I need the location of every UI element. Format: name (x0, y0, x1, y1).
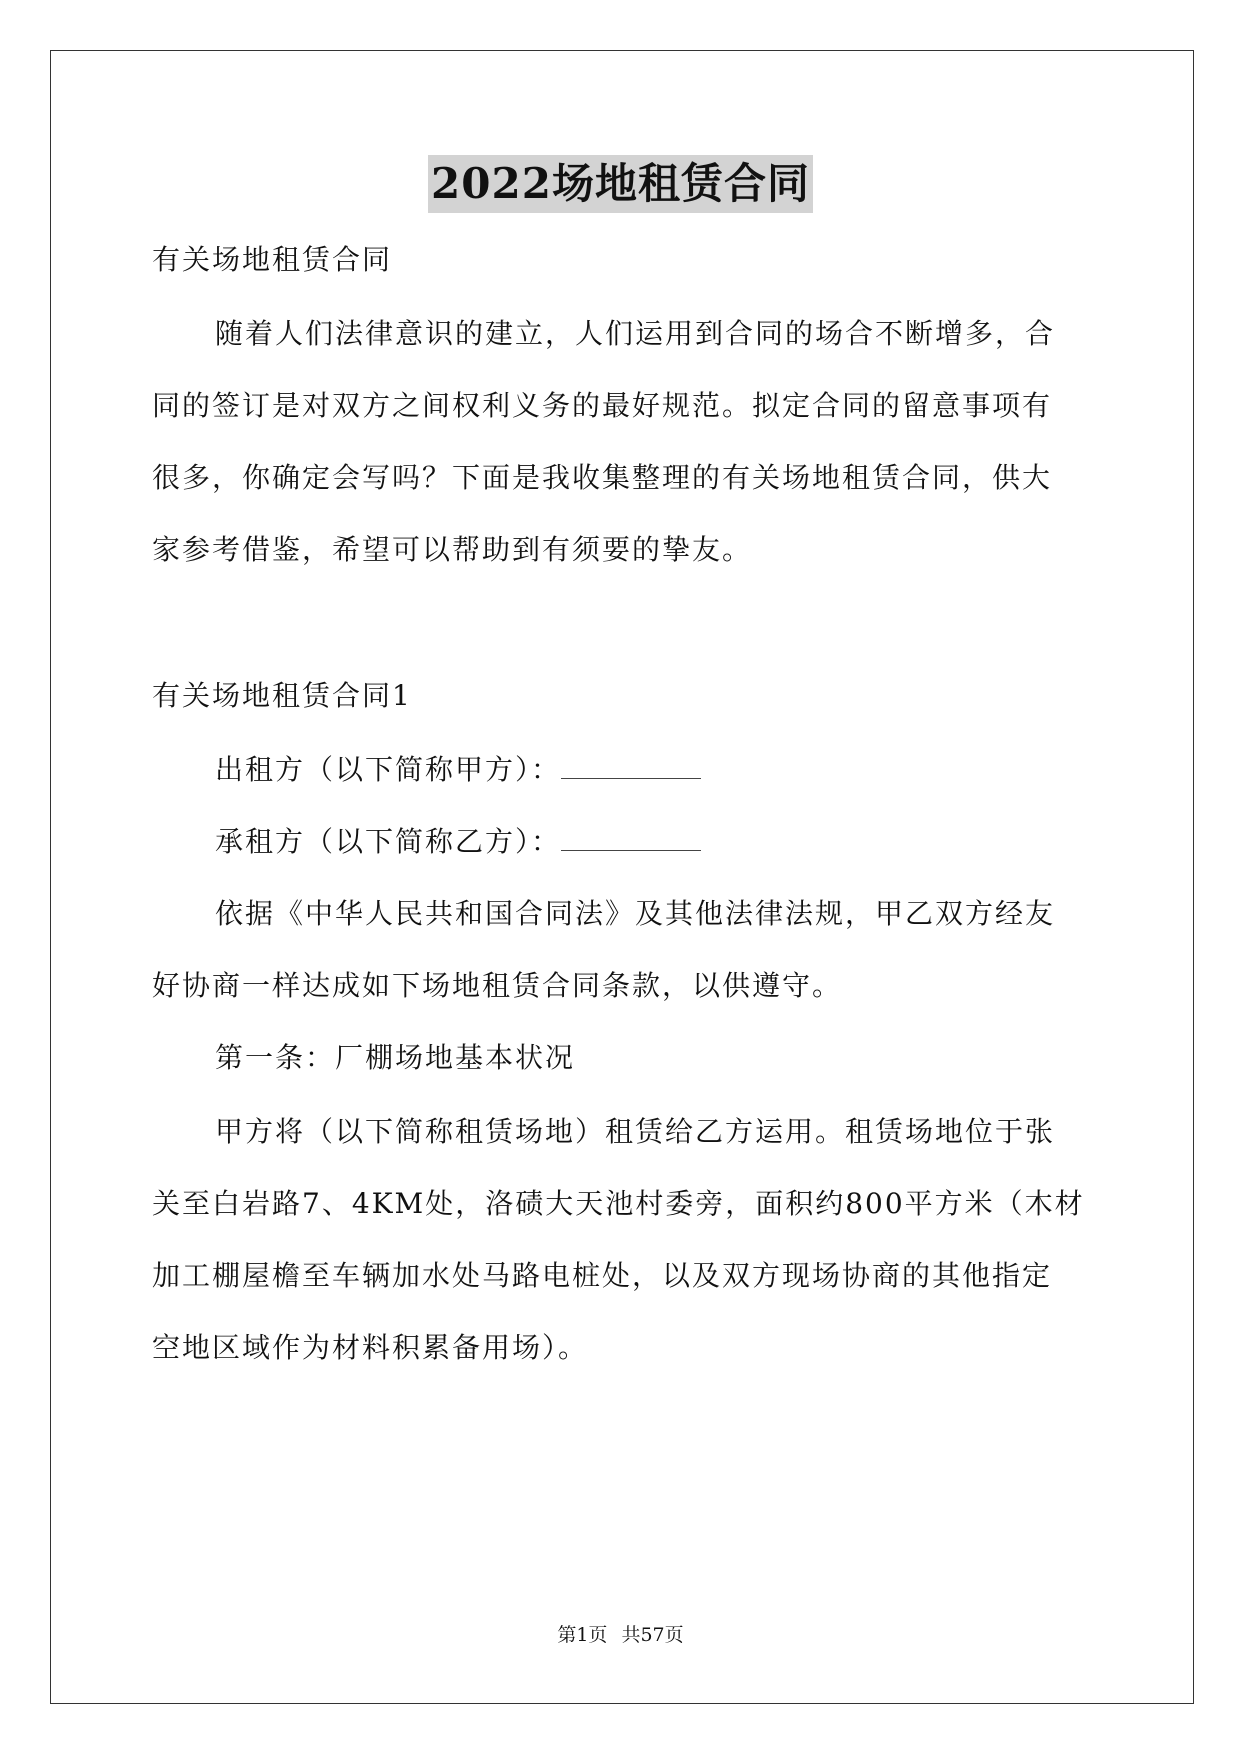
paragraph-line: 依据《中华人民共和国合同法》及其他法律法规，甲乙双方经友 (215, 897, 1056, 930)
paragraph-line: 甲方将（以下简称租赁场地）租赁给乙方运用。租赁场地位于张 (215, 1115, 1056, 1148)
paragraph-line: 好协商一样达成如下场地租赁合同条款，以供遵守。 (152, 969, 843, 1002)
article-heading: 第一条：厂棚场地基本状况 (215, 1041, 576, 1074)
paragraph-line: 家参考借鉴，希望可以帮助到有须要的挚友。 (152, 533, 753, 566)
page-total: 共57页 (621, 1624, 684, 1646)
document-title: 2022场地租赁合同 (428, 155, 813, 213)
paragraph-line: 空地区域作为材料积累备用场）。 (152, 1331, 589, 1364)
page-number: 第1页 (557, 1624, 608, 1646)
lessee-label: 承租方（以下简称乙方）： (215, 825, 562, 858)
paragraph-line: 关至白岩路7、4KM处，洛碛大天池村委旁，面积约800平方米（木材 (152, 1187, 1085, 1220)
paragraph-line: 加工棚屋檐至车辆加水处马路电桩处，以及双方现场协商的其他指定 (152, 1259, 1053, 1292)
page-border (50, 50, 1194, 1704)
paragraph-line: 同的签订是对双方之间权利义务的最好规范。拟定合同的留意事项有 (152, 389, 1053, 422)
contract-heading: 有关场地租赁合同1 (152, 679, 412, 712)
lessor-line (215, 750, 701, 790)
paragraph-line: 随着人们法律意识的建立，人们运用到合同的场合不断增多，合 (215, 317, 1056, 350)
lessor-label: 出租方（以下简称甲方）： (215, 753, 562, 786)
page-footer (0, 1622, 1241, 1648)
title-container (0, 155, 1241, 213)
lessee-line (215, 822, 701, 862)
paragraph-line: 很多，你确定会写吗？下面是我收集整理的有关场地租赁合同，供大 (152, 461, 1053, 494)
lessor-blank (561, 752, 701, 779)
section-heading: 有关场地租赁合同 (152, 243, 393, 276)
lessee-blank (561, 824, 701, 851)
